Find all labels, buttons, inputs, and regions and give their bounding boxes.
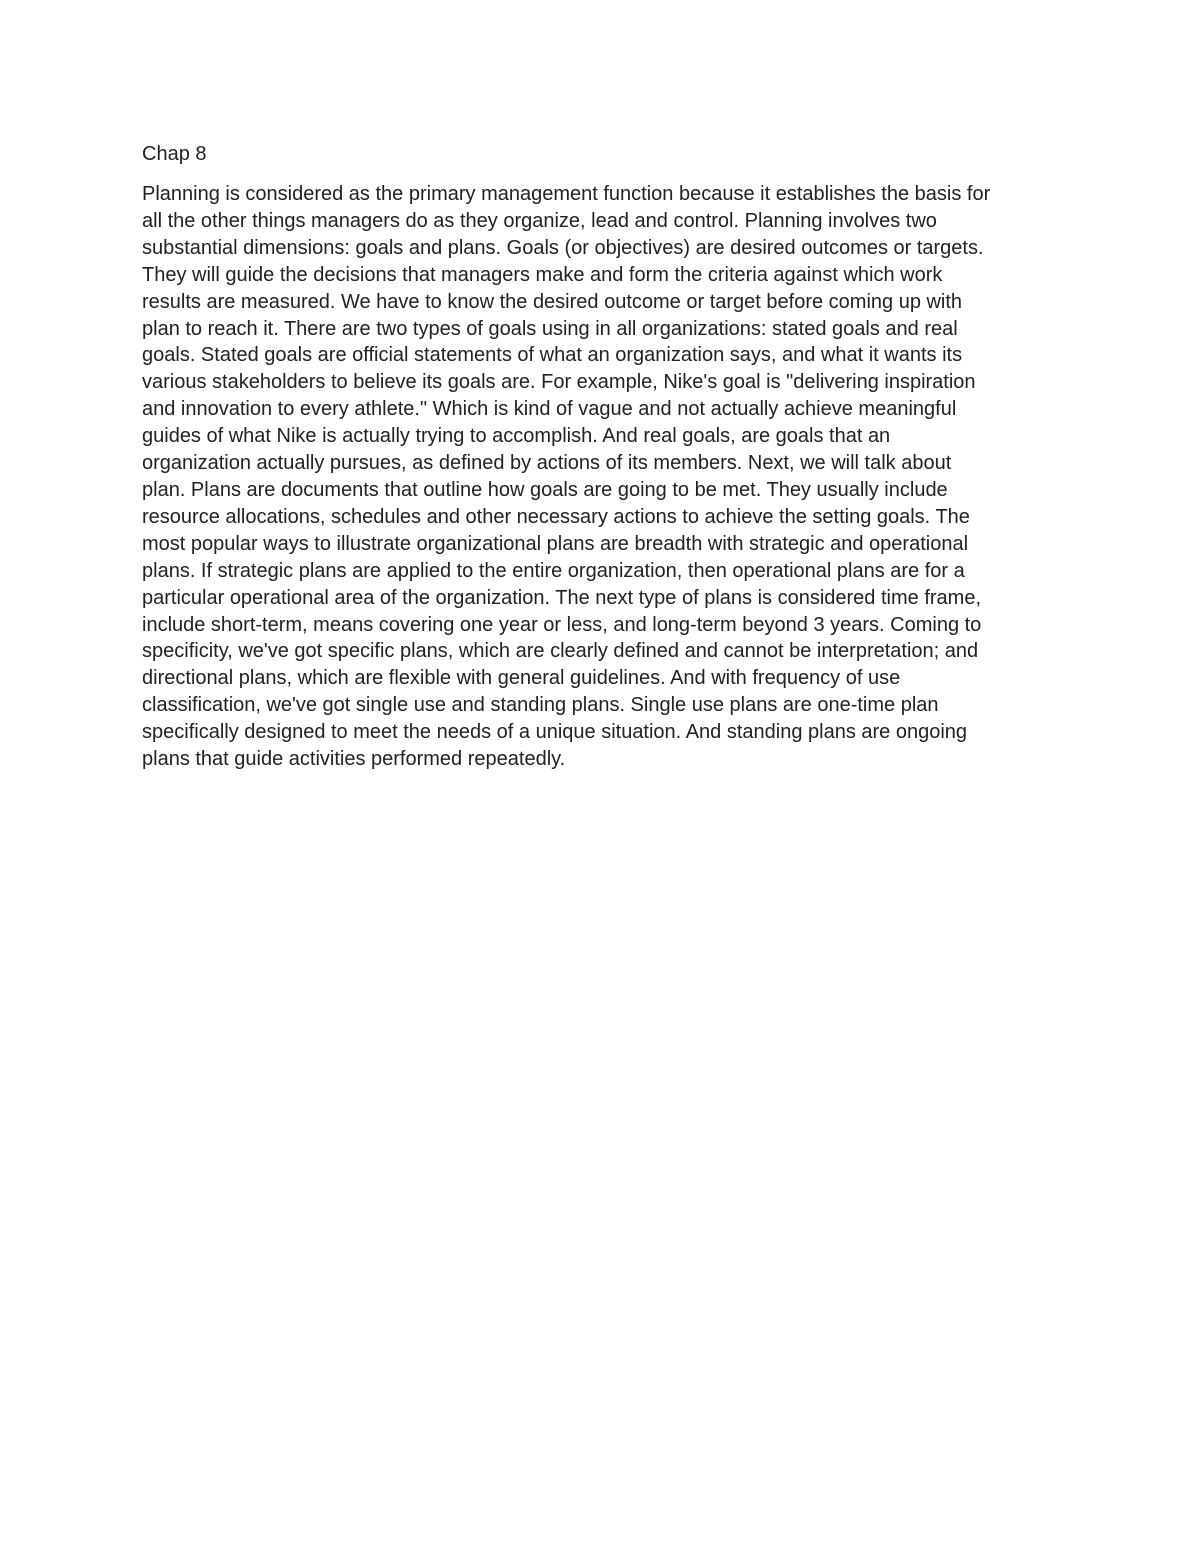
document-paragraph	[142, 181, 1067, 773]
paragraph-line: They will guide the decisions that managers make and form the criteria against which work	[142, 263, 943, 286]
paragraph-line: specificity, we've got specific plans, which are clearly defined and cannot be interpretation; and	[142, 640, 979, 663]
paragraph-line: particular operational area of the organization. The next type of plans is considered time frame,	[142, 586, 981, 609]
paragraph-line: Planning is considered as the primary management function because it establishes the basis for	[142, 183, 991, 205]
paragraph-line: plan to reach it. There are two types of goals using in all organizations: stated goals and real	[142, 317, 958, 340]
paragraph-line: most popular ways to illustrate organizational plans are breadth with strategic and operational	[142, 532, 969, 555]
paragraph-line: resource allocations, schedules and other necessary actions to achieve the setting goals. The	[142, 505, 970, 528]
paragraph-line: classification, we've got single use and standing plans. Single use plans are one-time plan	[142, 694, 939, 717]
document-content	[142, 140, 1067, 773]
paragraph-line: goals. Stated goals are official statements of what an organization says, and what it wants its	[142, 344, 963, 367]
paragraph-line: plan. Plans are documents that outline how goals are going to be met. They usually include	[142, 478, 948, 501]
paragraph-line: plans. If strategic plans are applied to the entire organization, then operational plans are for a	[142, 559, 965, 582]
paragraph-line: various stakeholders to believe its goals are. For example, Nike's goal is "delivering inspiration	[142, 371, 976, 394]
paragraph-line: include short-term, means covering one year or less, and long-term beyond 3 years. Coming to	[142, 613, 982, 636]
document-heading: Chap 8	[142, 143, 207, 165]
paragraph-line: all the other things managers do as they organize, lead and control. Planning involves two	[142, 209, 937, 232]
paragraph-line: guides of what Nike is actually trying to accomplish. And real goals, are goals that an	[142, 425, 891, 448]
paragraph-line: specifically designed to meet the needs of a unique situation. And standing plans are ongoing	[142, 721, 968, 744]
paragraph-line: directional plans, which are flexible with general guidelines. And with frequency of use	[142, 667, 901, 690]
paragraph-line: organization actually pursues, as defined by actions of its members. Next, we will talk about	[142, 452, 952, 475]
paragraph-line: results are measured. We have to know the desired outcome or target before coming up with	[142, 290, 963, 313]
paragraph-line: plans that guide activities performed repeatedly.	[142, 748, 566, 771]
paragraph-line: substantial dimensions: goals and plans. Goals (or objectives) are desired outcomes or targets.	[142, 236, 984, 259]
paragraph-line: and innovation to every athlete." Which is kind of vague and not actually achieve meaningful	[142, 398, 957, 421]
